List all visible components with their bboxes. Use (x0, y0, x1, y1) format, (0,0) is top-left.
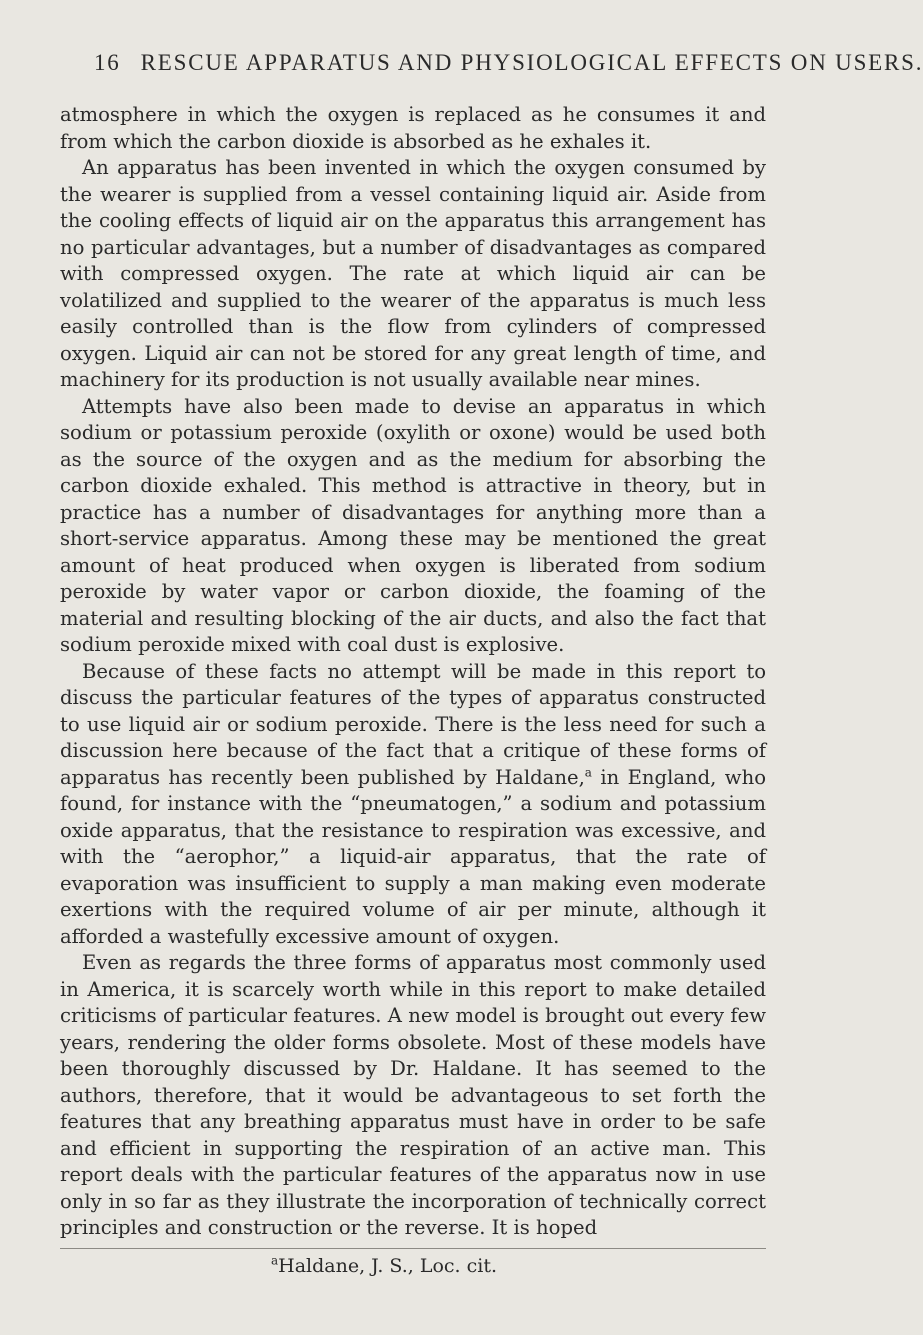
paragraph-sodium-peroxide: Attempts have also been made to devise an apparatus in which sodium or potassium peroxide (oxylith or oxone) would be used both as the source of the oxygen and as the medium for absorbing the carbon dioxide exhaled. This method is attractive in theory, but in practice has a number of disadvantages for anything more than a short-service apparatus. Among these may be mentioned the great amount of heat produced when oxygen is liberated from sodium peroxide by water vapor or carbon dioxide, the foaming of the material and resulting blocking of the air ducts, and also the fact that sodium peroxide mixed with coal dust is explosive. (60, 394, 766, 656)
body-text (60, 102, 766, 1242)
footnote-divider (60, 1248, 766, 1249)
footnote (60, 1253, 766, 1279)
page-number: 16 (94, 50, 121, 75)
paragraph-haldane-critique (60, 659, 766, 951)
running-head (94, 50, 923, 76)
paragraph-text-part-1: Because of these facts no attempt will be made in this report to discuss the particular features of the types of apparatus constructed to use liquid air or sodium peroxide. There is the less need for such a discussion here because of the fact that a critique of these forms of apparatus has recently been published by Haldane, (60, 659, 766, 789)
footnote-text: Haldane, J. S., Loc. cit. (278, 1254, 498, 1277)
running-head-title: RESCUE APPARATUS AND PHYSIOLOGICAL EFFECTS ON USERS. (140, 50, 923, 75)
book-page (60, 50, 923, 1279)
paragraph-american-apparatus: Even as regards the three forms of apparatus most commonly used in America, it is scarcely worth while in this report to make detailed criticisms of particular features. A new model is brought out every few years, rendering the older forms obsolete. Most of these models have been thoroughly discussed by Dr. Haldane. It has seemed to the authors, therefore, that it would be advantageous to set forth the features that any breathing apparatus must have in order to be safe and efficient in supporting the respiration of an active man. This report deals with the particular features of the apparatus now in use only in so far as they illustrate the incorporation of technically correct principles and construction or the reverse. It is hoped (60, 951, 766, 1239)
footnote-mark: a (271, 1253, 279, 1268)
paragraph-liquid-air: An apparatus has been invented in which the oxygen consumed by the wearer is supplied from a vessel containing liquid air. Aside from the cooling effects of liquid air on the apparatus this arrangement has no particular advantages, but a number of disadvantages as compared with compressed oxygen. The rate at which liquid air can be volatilized and supplied to the wearer of the apparatus is much less easily controlled than is the flow from cylinders of compressed oxygen. Liquid air can not be stored for any great length of time, and machinery for its production is not usually available near mines. (60, 156, 766, 391)
footnote-reference: a (584, 764, 592, 779)
paragraph-continuation: atmosphere in which the oxygen is replaced as he consumes it and from which the carbon dioxide is absorbed as he exhales it. (60, 103, 766, 153)
paragraph-text-part-2: in England, who found, for instance with the “pneumatogen,” a sodium and potassium oxide apparatus, that the resistance to respiration was excessive, and with the “aerophor,” a liquid-air apparatus, that the rate of evaporation was insufficient to supply a man making even moderate exertions with the required volume of air per minute, although it afforded a wastefully excessive amount of oxygen. (60, 765, 766, 948)
